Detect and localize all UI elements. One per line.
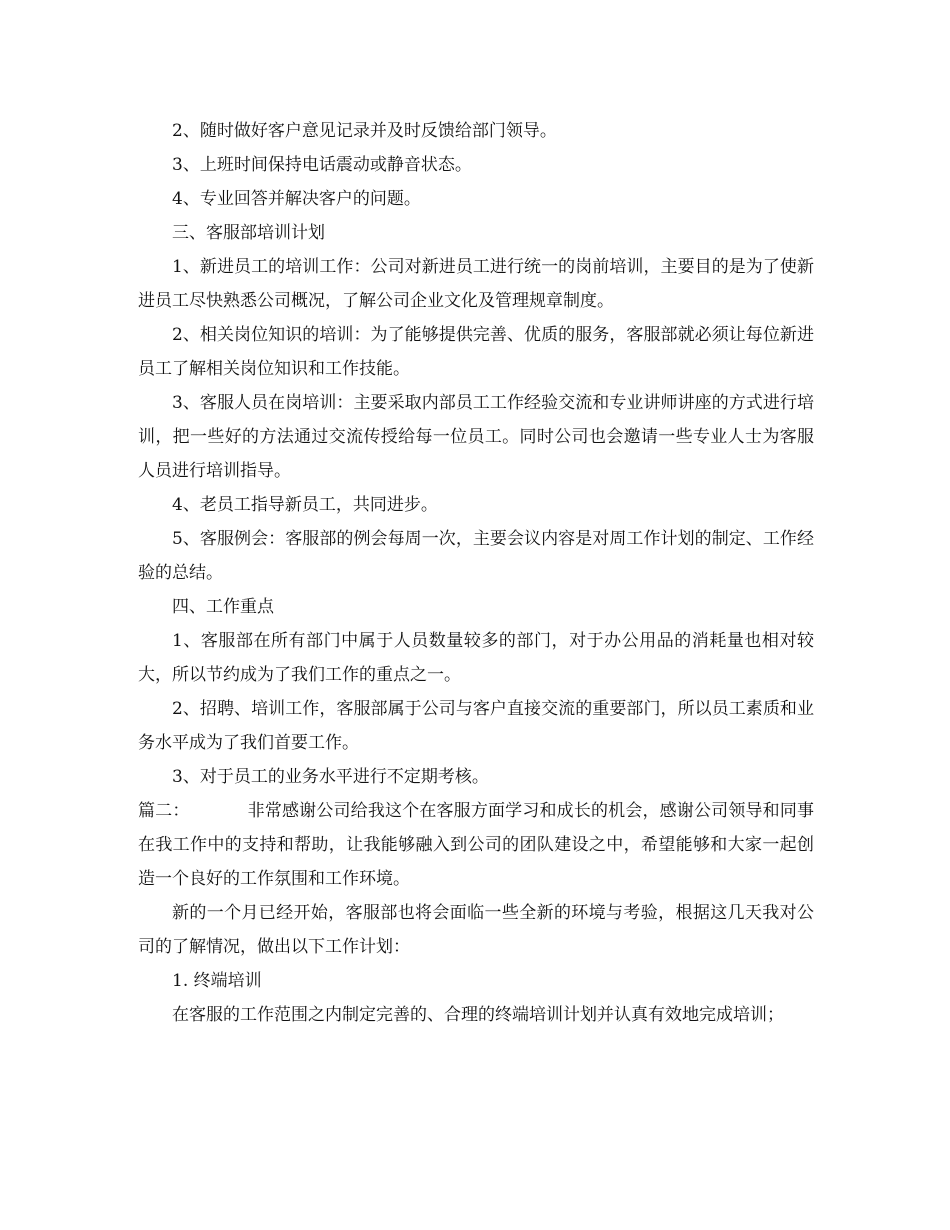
paragraph: 3、对于员工的业务水平进行不定期考核。 (172, 767, 489, 787)
section-two-paragraph (138, 794, 814, 896)
paragraph: 1、客服部在所有部门中属于人员数量较多的部门，对于办公用品的消耗量也相对较大，所以节约成为了我们工作的重点之一。 (138, 631, 814, 685)
paragraph: 2、招聘、培训工作，客服部属于公司与客户直接交流的重要部门，所以员工素质和业务水平成为了我们首要工作。 (138, 699, 814, 753)
paragraph: 1、新进员工的培训工作：公司对新进员工进行统一的岗前培训，主要目的是为了使新进员工尽快熟悉公司概况，了解公司企业文化及管理规章制度。 (138, 257, 814, 311)
paragraph: 2、随时做好客户意见记录并及时反馈给部门领导。 (172, 121, 557, 141)
paragraph: 2、相关岗位知识的培训：为了能够提供完善、优质的服务，客服部就必须让每位新进员工了解相关岗位知识和工作技能。 (138, 325, 814, 379)
paragraph: 3、上班时间保持电话震动或静音状态。 (172, 155, 472, 175)
section-two-text: 非常感谢公司给我这个在客服方面学习和成长的机会，感谢公司领导和同事在我工作中的支持和帮助，让我能够融入到公司的团队建设之中，希望能够和大家一起创造一个良好的工作氛围和工作环境。 (138, 801, 814, 889)
section-heading: 四、工作重点 (172, 597, 274, 617)
paragraph: 5、客服例会：客服部的例会每周一次，主要会议内容是对周工作计划的制定、工作经验的总结。 (138, 529, 814, 583)
paragraph: 4、专业回答并解决客户的问题。 (172, 189, 421, 209)
section-two-label: 篇二： (138, 801, 190, 821)
paragraph: 4、老员工指导新员工，共同进步。 (172, 495, 438, 515)
document-body (138, 114, 814, 1032)
subheading: 1. 终端培训 (172, 971, 262, 991)
section-heading: 三、客服部培训计划 (172, 223, 325, 243)
paragraph: 新的一个月已经开始，客服部也将会面临一些全新的环境与考验，根据这几天我对公司的了解情况，做出以下工作计划： (138, 903, 814, 957)
paragraph: 在客服的工作范围之内制定完善的、合理的终端培训计划并认真有效地完成培训； (172, 1005, 784, 1025)
paragraph: 3、客服人员在岗培训：主要采取内部员工工作经验交流和专业讲师讲座的方式进行培训，把一些好的方法通过交流传授给每一位员工。同时公司也会邀请一些专业人士为客服人员进行培训指导。 (138, 393, 814, 481)
